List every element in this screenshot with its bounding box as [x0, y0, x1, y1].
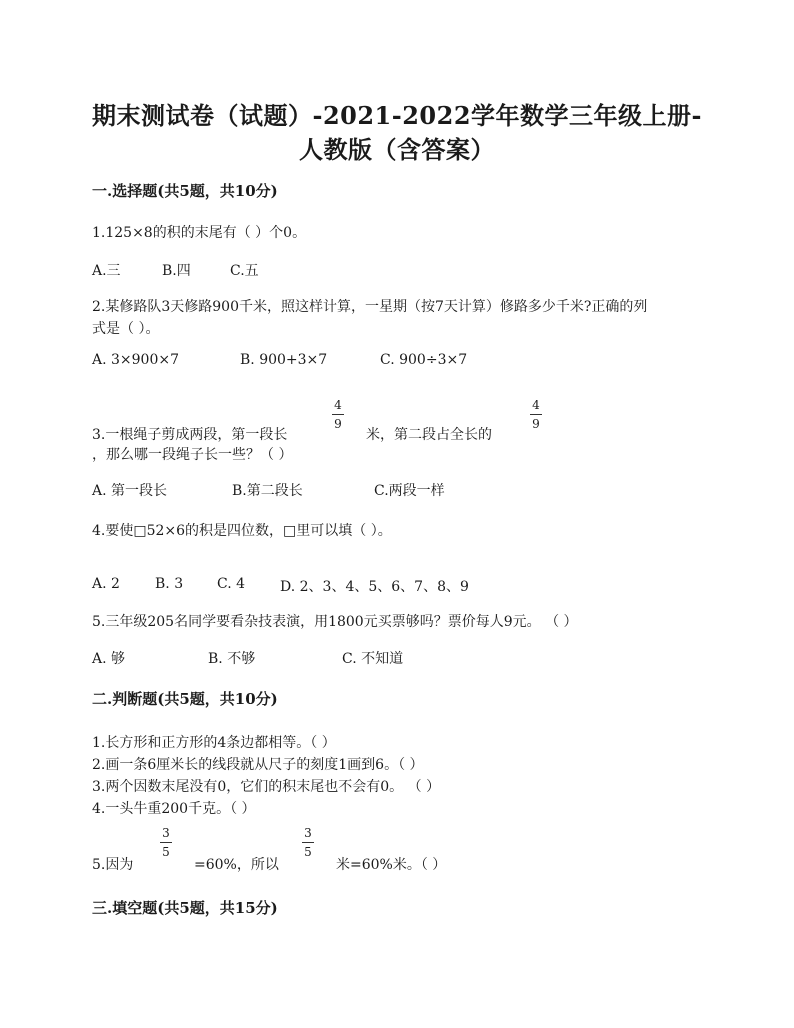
- fraction-numerator: 3: [304, 826, 312, 840]
- q1-1-option-c: C.五: [230, 263, 259, 279]
- section-heading-judgement: 二.判断题(共5题，共10分): [92, 690, 278, 708]
- fraction-bar: [332, 414, 344, 415]
- q1-1-option-a: A.三: [92, 263, 121, 279]
- q1-5-option-a: A. 够: [92, 651, 126, 667]
- fraction-numerator: 4: [532, 398, 540, 412]
- q1-3-option-c: C.两段一样: [374, 483, 445, 499]
- fraction-bar: [530, 414, 542, 415]
- judgement-item-5-suffix: 米=60%米。（ ）: [336, 857, 447, 873]
- judgement-item-2: 2.画一条6厘米长的线段就从尺子的刻度1画到6。（ ）: [92, 757, 424, 773]
- judgement-item-5-prefix: 5.因为: [92, 857, 134, 873]
- judgement-5-fraction-1: [159, 826, 173, 859]
- q1-5-option-c: C. 不知道: [342, 651, 404, 667]
- fraction-bar: [302, 842, 314, 843]
- fraction-denominator: 5: [304, 845, 312, 859]
- judgement-item-3: 3.两个因数末尾没有0，它们的积末尾也不会有0。 （ ）: [92, 779, 441, 795]
- q1-3-option-b: B.第二段长: [232, 483, 303, 499]
- judgement-item-4: 4.一头牛重200千克。（ ）: [92, 801, 256, 817]
- judgement-item-5-middle: =60%，所以: [194, 857, 279, 873]
- q1-2-option-b: B. 900+3×7: [240, 352, 328, 368]
- judgement-5-fraction-2: [301, 826, 315, 859]
- q1-2-option-a: A. 3×900×7: [92, 352, 180, 368]
- fraction-bar: [160, 842, 172, 843]
- q1-2-option-c: C. 900÷3×7: [380, 352, 468, 368]
- judgement-item-1: 1.长方形和正方形的4条边都相等。（ ）: [92, 735, 336, 751]
- q1-3-fraction-1: [331, 398, 345, 431]
- q1-3-fraction-2: [529, 398, 543, 431]
- section-heading-fill-blank: 三.填空题(共5题，共15分): [92, 899, 278, 917]
- question-1-2-line2: 式是（ ）。: [92, 321, 160, 337]
- fraction-numerator: 3: [162, 826, 170, 840]
- question-1-4: 4.要使□52×6的积是四位数，□里可以填（ ）。: [92, 523, 392, 539]
- question-1-3-prefix: 3.一根绳子剪成两段，第一段长: [92, 427, 288, 443]
- fraction-denominator: 9: [334, 417, 342, 431]
- question-1-3-line2: ，那么哪一段绳子长一些？（ ）: [92, 447, 293, 463]
- question-1-1: 1.125×8的积的末尾有（ ）个0。: [92, 225, 307, 241]
- q1-4-option-d: D. 2、3、4、5、6、7、8、9: [280, 579, 469, 595]
- q1-1-option-b: B.四: [162, 263, 191, 279]
- fraction-denominator: 9: [532, 417, 540, 431]
- fraction-denominator: 5: [162, 845, 170, 859]
- q1-4-option-c: C. 4: [217, 576, 246, 592]
- question-1-5: 5.三年级205名同学要看杂技表演，用1800元买票够吗？票价每人9元。 （ ）: [92, 614, 578, 630]
- q1-4-option-b: B. 3: [155, 576, 184, 592]
- q1-3-option-a: A. 第一段长: [92, 483, 168, 499]
- page-title-line2: 人教版（含答案）: [299, 135, 495, 164]
- q1-5-option-b: B. 不够: [208, 651, 256, 667]
- section-heading-choice: 一.选择题(共5题，共10分): [92, 182, 278, 200]
- question-1-3-middle: 米，第二段占全长的: [366, 427, 492, 443]
- fraction-numerator: 4: [334, 398, 342, 412]
- q1-4-option-a: A. 2: [92, 576, 120, 592]
- question-1-2-line1: 2.某修路队3天修路900千米，照这样计算，一星期（按7天计算）修路多少千米?正确的列: [92, 299, 648, 315]
- page-title-line1: 期末测试卷（试题）-2021-2022学年数学三年级上册-: [92, 101, 702, 130]
